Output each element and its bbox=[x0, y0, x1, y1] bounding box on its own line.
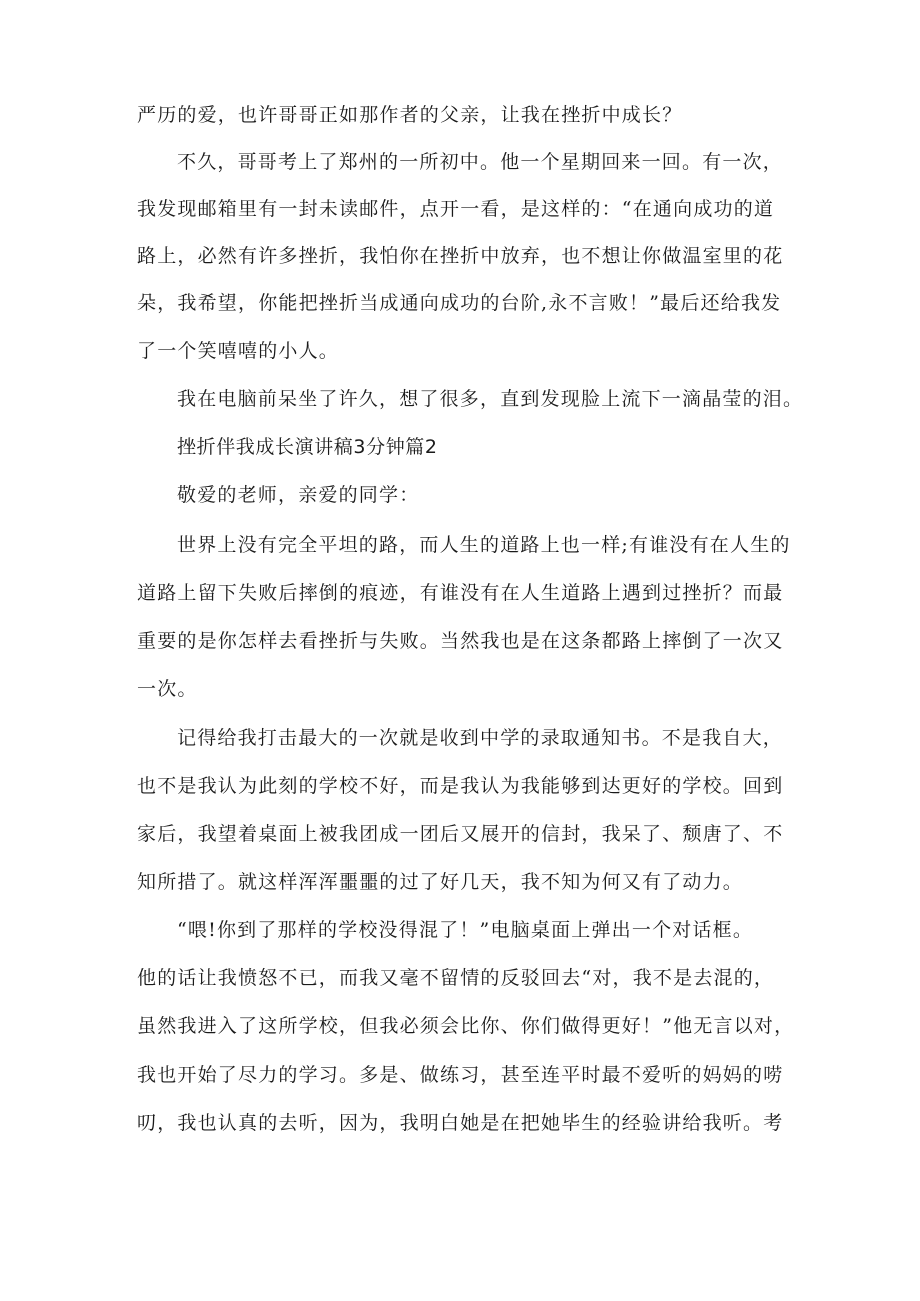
paragraph-line: 虽然我进入了这所学校，但我必须会比你、你们做得更好！”他无言以对， bbox=[137, 1015, 795, 1037]
section-heading: 挫折伴我成长演讲稿3分钟篇2 bbox=[177, 436, 438, 458]
paragraph-line: 世界上没有完全平坦的路，而人生的道路上也一样;有谁没有在人生的 bbox=[177, 534, 791, 556]
paragraph-line: 家后，我望着桌面上被我团成一团后又展开的信封，我呆了、颓唐了、不 bbox=[137, 823, 784, 845]
paragraph-line: 朵，我希望，你能把挫折当成通向成功的台阶,永不言败！”最后还给我发 bbox=[137, 292, 782, 314]
paragraph-line: 叨，我也认真的去听，因为，我明白她是在把她毕生的经验讲给我听。考 bbox=[137, 1112, 784, 1134]
salutation-line: 敬爱的老师，亲爱的同学： bbox=[177, 484, 420, 506]
paragraph-line: 记得给我打击最大的一次就是收到中学的录取通知书。不是我自大， bbox=[177, 727, 784, 749]
paragraph-line: 了一个笑嘻嘻的小人。 bbox=[137, 340, 340, 362]
paragraph-line: 知所措了。就这样浑浑噩噩的过了好几天，我不知为何又有了动力。 bbox=[137, 871, 744, 893]
paragraph-line: 我在电脑前呆坐了许久，想了很多，直到发现脸上流下一滴晶莹的泪。 bbox=[177, 388, 804, 410]
paragraph-line: 重要的是你怎样去看挫折与失败。当然我也是在这条都路上摔倒了一次又 bbox=[137, 630, 784, 652]
paragraph-line: 路上，必然有许多挫折，我怕你在挫折中放弃，也不想让你做温室里的花 bbox=[137, 245, 784, 267]
paragraph-line: 严历的爱，也许哥哥正如那作者的父亲，让我在挫折中成长？ bbox=[137, 104, 683, 126]
paragraph-line: 也不是我认为此刻的学校不好，而是我认为我能够到达更好的学校。回到 bbox=[137, 775, 784, 797]
paragraph-line: 不久，哥哥考上了郑州的一所初中。他一个星期回来一回。有一次， bbox=[177, 151, 784, 173]
paragraph-line: 他的话让我愤怒不已，而我又毫不留情的反驳回去“对，我不是去混的， bbox=[137, 967, 775, 989]
paragraph-line: 一次。 bbox=[137, 678, 198, 700]
paragraph-line: 我也开始了尽力的学习。多是、做练习，甚至连平时最不爱听的妈妈的唠 bbox=[137, 1064, 784, 1086]
paragraph-line: “喂!你到了那样的学校没得混了！”电脑桌面上弹出一个对话框。 bbox=[177, 919, 754, 941]
paragraph-line: 我发现邮箱里有一封未读邮件，点开一看，是这样的：“在通向成功的道 bbox=[137, 198, 775, 220]
paragraph-line: 道路上留下失败后摔倒的痕迹，有谁没有在人生道路上遇到过挫折？而最 bbox=[137, 582, 784, 604]
